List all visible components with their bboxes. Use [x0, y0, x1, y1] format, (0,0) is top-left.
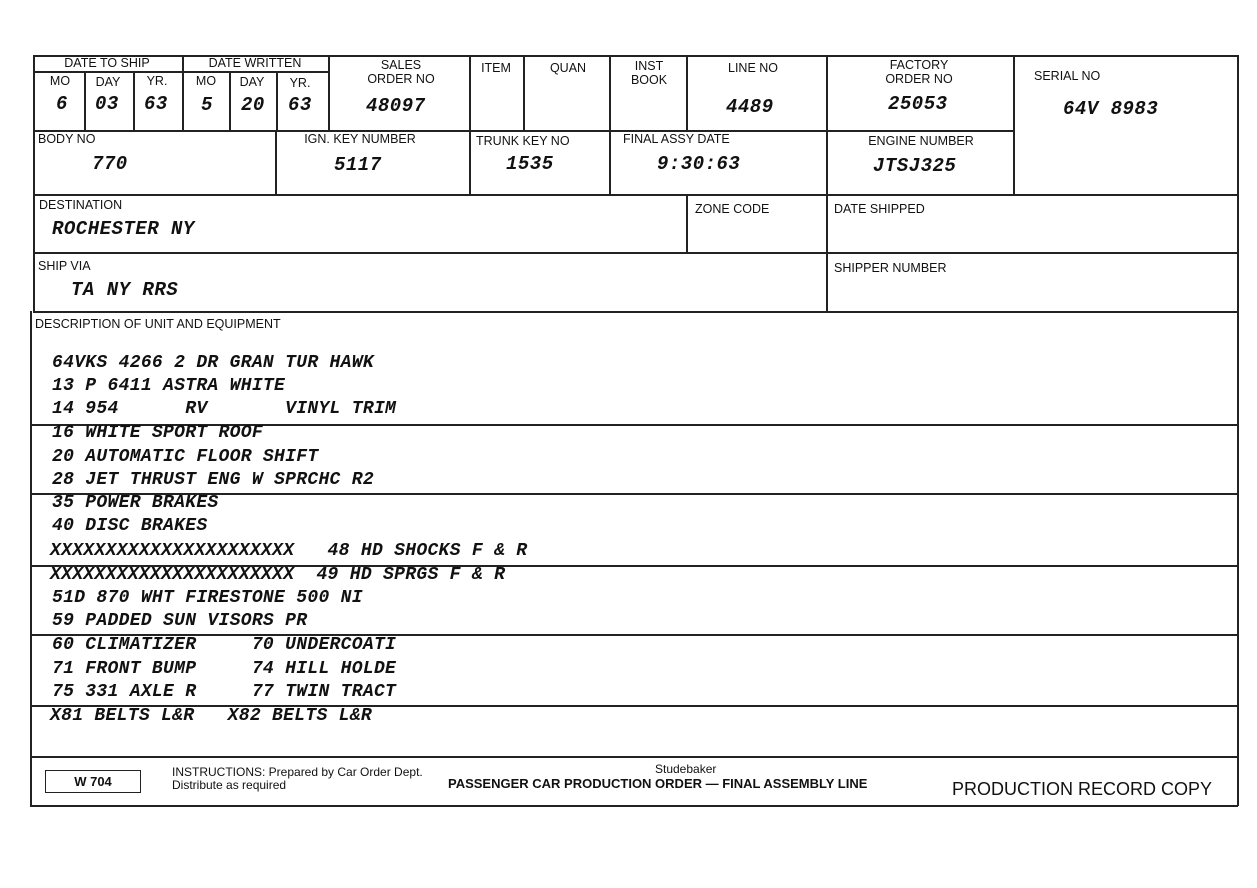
dw-mo-value[interactable]: 5: [201, 94, 213, 116]
border-left-top: [33, 55, 35, 311]
div-body-end: [275, 130, 277, 194]
description-line: 40 DISC BRAKES: [52, 516, 208, 536]
copy-designation: PRODUCTION RECORD COPY: [952, 779, 1213, 799]
dts-yr-label: YR.: [146, 74, 168, 88]
company-name: Studebaker: [655, 762, 717, 776]
rule-row3-bottom: [33, 252, 1238, 254]
dw-yr-label: YR.: [289, 76, 311, 90]
dts-mo-value[interactable]: 6: [56, 93, 68, 115]
description-line: 75 331 AXLE R 77 TWIN TRACT: [52, 682, 397, 702]
dw-day-label: DAY: [239, 75, 265, 89]
div-sales-end: [469, 55, 471, 194]
description-line: 51D 870 WHT FIRESTONE 500 NI: [52, 588, 363, 608]
instructions-line-1: INSTRUCTIONS: Prepared by Car Order Dept.: [172, 765, 423, 779]
description-line: 71 FRONT BUMP 74 HILL HOLDE: [52, 659, 397, 679]
sales-order-label-1: SALES: [380, 58, 422, 72]
date-shipped-label: DATE SHIPPED: [834, 202, 925, 216]
factory-order-value[interactable]: 25053: [888, 93, 948, 115]
dts-day-label: DAY: [95, 75, 121, 89]
rule-row1-bottom: [33, 130, 1013, 132]
trunk-key-value[interactable]: 1535: [506, 153, 554, 175]
div-dts-1: [84, 72, 86, 130]
date-written-label: DATE WRITTEN: [208, 56, 302, 70]
description-line: XXXXXXXXXXXXXXXXXXXXXX 49 HD SPRGS F & R: [50, 565, 506, 585]
factory-order-label-2: ORDER NO: [885, 72, 953, 86]
border-right: [1237, 55, 1239, 806]
line-no-value[interactable]: 4489: [726, 96, 774, 118]
dts-day-value[interactable]: 03: [95, 93, 119, 115]
description-line: 28 JET THRUST ENG W SPRCHC R2: [52, 470, 374, 490]
inst-book-label-1: INST: [634, 59, 664, 73]
line-no-label: LINE NO: [727, 61, 779, 75]
engine-number-value[interactable]: JTSJ325: [873, 155, 957, 177]
div-quan-end: [609, 55, 611, 194]
description-label: DESCRIPTION OF UNIT AND EQUIPMENT: [35, 317, 281, 331]
ign-key-value[interactable]: 5117: [334, 154, 382, 176]
description-line: X81 BELTS L&R X82 BELTS L&R: [50, 706, 372, 726]
rule-date-sub: [33, 71, 328, 73]
div-line-end: [826, 55, 828, 311]
div-dts-end: [182, 55, 184, 130]
serial-no-label: SERIAL NO: [1034, 69, 1101, 83]
dts-mo-label: MO: [49, 74, 71, 88]
item-label: ITEM: [481, 61, 511, 75]
date-to-ship-label: DATE TO SHIP: [64, 56, 150, 70]
description-line: 14 954 RV VINYL TRIM: [52, 399, 397, 419]
dw-yr-value[interactable]: 63: [288, 94, 312, 116]
description-line: 13 P 6411 ASTRA WHITE: [52, 376, 286, 396]
rule-row2-bottom: [33, 194, 1238, 196]
div-dw-1: [229, 72, 231, 130]
shipper-number-label: SHIPPER NUMBER: [834, 261, 947, 275]
sales-order-label-2: ORDER NO: [367, 72, 435, 86]
border-left-bottom: [30, 311, 32, 806]
rule-bottom: [30, 805, 1238, 807]
ship-via-label: SHIP VIA: [38, 259, 91, 273]
form-title: PASSENGER CAR PRODUCTION ORDER — FINAL ASSEMBLY LINE: [448, 776, 868, 791]
inst-book-label-2: BOOK: [630, 73, 668, 87]
dw-day-value[interactable]: 20: [241, 94, 265, 116]
ship-via-value[interactable]: TA NY RRS: [71, 279, 179, 301]
body-no-value[interactable]: 770: [92, 153, 128, 175]
div-dw-2: [276, 72, 278, 130]
description-line: 20 AUTOMATIC FLOOR SHIFT: [52, 447, 319, 467]
trunk-key-label: TRUNK KEY NO: [476, 134, 570, 148]
dts-yr-value[interactable]: 63: [144, 93, 168, 115]
div-factory-end: [1013, 55, 1015, 194]
destination-value[interactable]: ROCHESTER NY: [52, 218, 195, 240]
sales-order-value[interactable]: 48097: [366, 95, 426, 117]
form-number: W 704: [45, 770, 141, 793]
rule-row4-bottom: [33, 311, 1238, 313]
description-line: 16 WHITE SPORT ROOF: [52, 423, 263, 443]
rule-footer-top: [30, 756, 1238, 758]
div-inst-end: [686, 55, 688, 130]
description-line: 59 PADDED SUN VISORS PR: [52, 611, 308, 631]
description-line: 64VKS 4266 2 DR GRAN TUR HAWK: [52, 353, 374, 373]
div-item-end: [523, 55, 525, 130]
dw-mo-label: MO: [195, 74, 217, 88]
description-line: XXXXXXXXXXXXXXXXXXXXXX 48 HD SHOCKS F & R: [50, 541, 528, 561]
engine-number-label: ENGINE NUMBER: [868, 134, 974, 148]
description-line: 60 CLIMATIZER 70 UNDERCOATI: [52, 635, 397, 655]
quan-label: QUAN: [549, 61, 587, 75]
destination-label: DESTINATION: [39, 198, 123, 212]
final-assy-value[interactable]: 9:30:63: [657, 153, 741, 175]
div-dest-end: [686, 194, 688, 252]
description-line: 35 POWER BRAKES: [52, 493, 219, 513]
zone-code-label: ZONE CODE: [695, 202, 770, 216]
serial-no-value[interactable]: 64V 8983: [1063, 98, 1159, 120]
div-dts-2: [133, 72, 135, 130]
factory-order-label-1: FACTORY: [889, 58, 949, 72]
final-assy-label: FINAL ASSY DATE: [623, 132, 730, 146]
instructions-line-2: Distribute as required: [172, 778, 287, 792]
body-no-label: BODY NO: [38, 132, 96, 146]
div-dw-end: [328, 55, 330, 130]
ign-key-label: IGN. KEY NUMBER: [304, 132, 416, 146]
